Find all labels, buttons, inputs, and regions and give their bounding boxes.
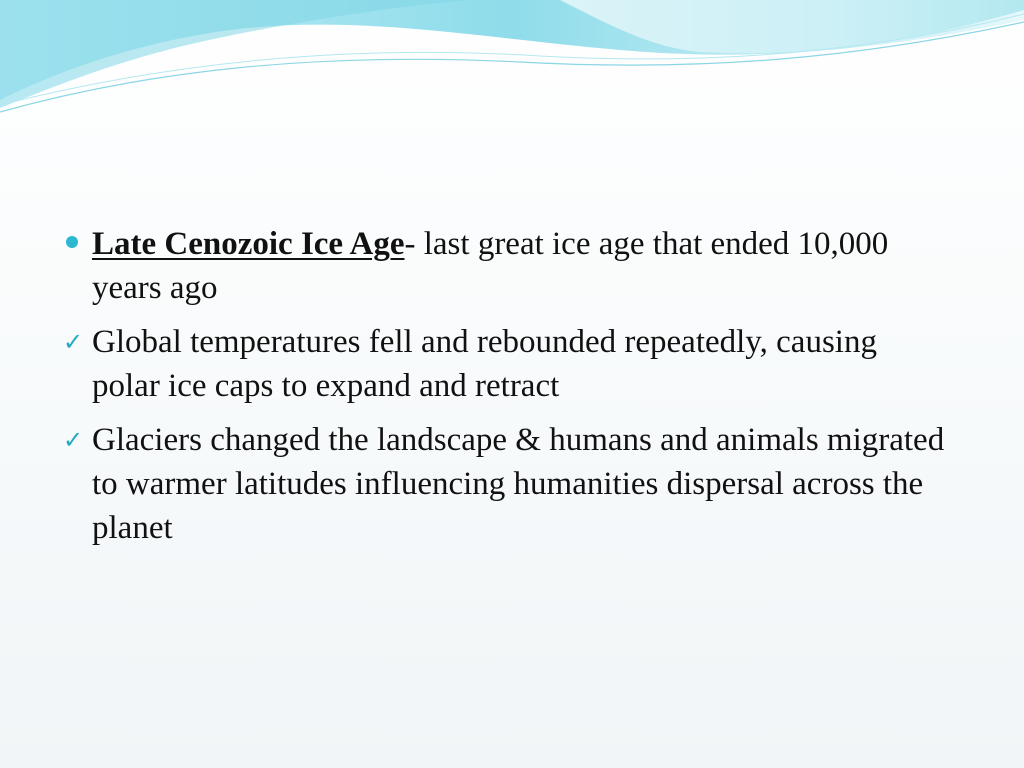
bullet-dot-icon xyxy=(62,222,92,266)
bullet-text: Global temperatures fell and rebounded repeatedly, causing polar ice caps to expand and retract xyxy=(92,324,877,404)
bullet-list xyxy=(62,222,952,560)
bullet-item-glaciers xyxy=(62,418,952,550)
term-late-cenozoic-ice-age: Late Cenozoic Ice Age xyxy=(92,226,405,262)
bullet-text: - last great ice age that ended 10,000 years ago xyxy=(92,226,889,306)
bullet-item-global-temperatures xyxy=(62,320,952,408)
bullet-item-late-cenozoic xyxy=(62,222,952,310)
header-wave-decoration xyxy=(0,0,1024,120)
checkmark-icon: ✓ xyxy=(63,426,84,454)
bullet-text: Glaciers changed the landscape & humans and animals migrated to warmer latitudes influencing humanities dispersal across the planet xyxy=(92,422,945,546)
checkmark-icon: ✓ xyxy=(63,328,84,356)
